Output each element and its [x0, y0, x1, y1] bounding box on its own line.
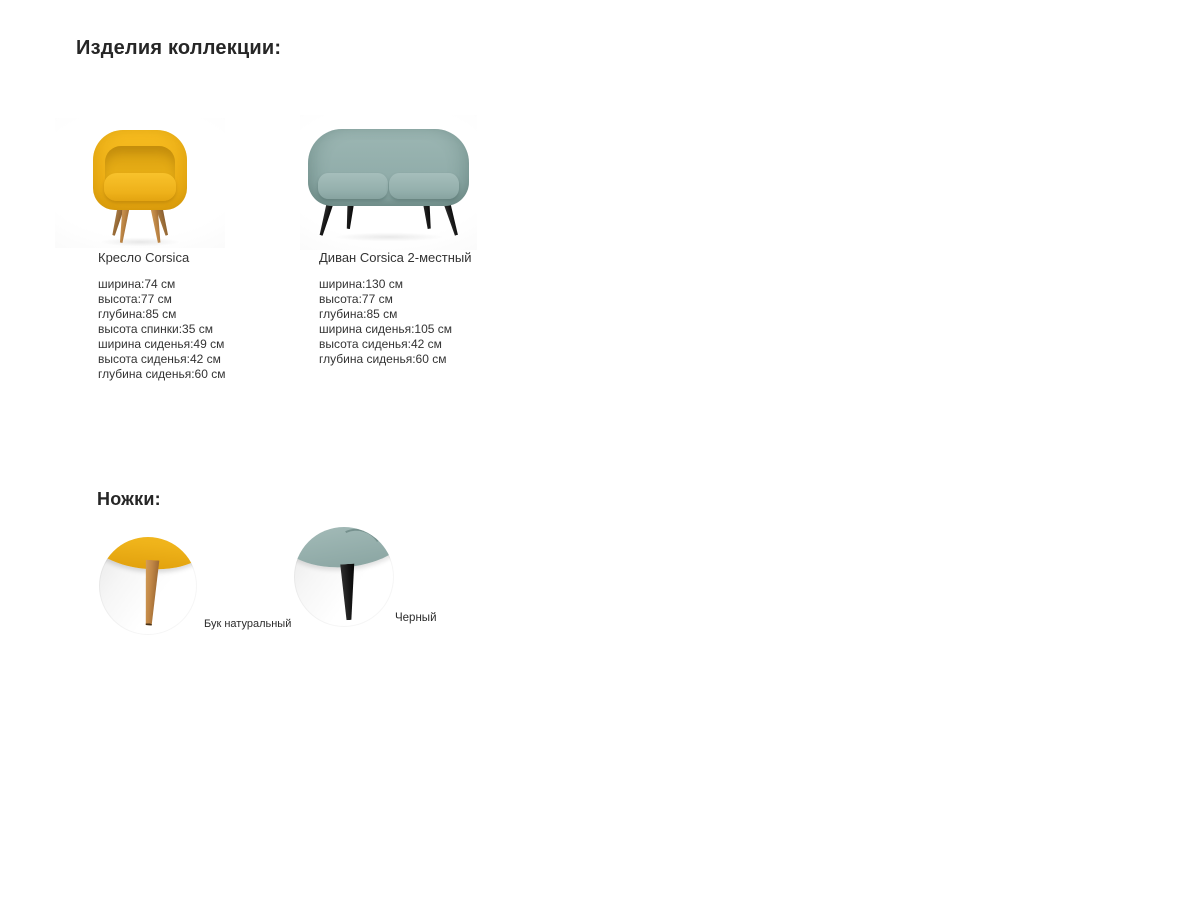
spec-line: ширина:130 см	[319, 277, 403, 291]
product-name-sofa[interactable]: Диван Corsica 2-местный	[319, 250, 472, 265]
spec-line: глубина сиденья:60 см	[319, 352, 447, 366]
armchair-image[interactable]	[55, 118, 225, 248]
spec-line: высота спинки:35 см	[98, 322, 213, 336]
armchair-seat-cushion	[104, 173, 176, 201]
spec-line: высота:77 см	[98, 292, 172, 306]
sofa-image[interactable]	[300, 115, 477, 250]
sofa-left-seat-cushion	[318, 173, 388, 199]
spec-line: ширина сиденья:49 см	[98, 337, 225, 351]
leg-swatch-label-natural-beech: Бук натуральный	[204, 618, 292, 630]
sofa-floor-shadow	[316, 231, 462, 243]
armchair-floor-shadow	[87, 236, 193, 248]
product-specs-armchair	[98, 277, 225, 382]
leg-swatch-label-black: Черный	[395, 612, 437, 624]
sofa-right-seat-cushion	[389, 173, 459, 199]
product-specs-sofa	[319, 277, 452, 367]
page-title: Изделия коллекции:	[76, 37, 282, 59]
leg-swatch-black	[294, 527, 394, 627]
spec-line: высота сиденья:42 см	[319, 337, 442, 351]
legs-section-title: Ножки:	[97, 489, 161, 509]
black-leg-detail	[337, 563, 361, 620]
product-card-sofa	[300, 115, 545, 398]
spec-line: глубина:85 см	[98, 307, 177, 321]
spec-line: высота сиденья:42 см	[98, 352, 221, 366]
spec-line: глубина сиденья:60 см	[98, 367, 226, 381]
leg-swatch-natural-beech	[99, 537, 197, 635]
spec-line: ширина:74 см	[98, 277, 176, 291]
sofa-front-left-leg	[316, 201, 334, 236]
sofa-body	[308, 129, 469, 206]
product-name-armchair[interactable]: Кресло Corsica	[98, 250, 190, 265]
spec-line: высота:77 см	[319, 292, 393, 306]
sofa-front-right-leg	[442, 201, 460, 236]
spec-line: ширина сиденья:105 см	[319, 322, 453, 336]
product-card-armchair	[55, 118, 300, 398]
armchair-body	[93, 130, 187, 210]
spec-line: глубина:85 см	[319, 307, 398, 321]
